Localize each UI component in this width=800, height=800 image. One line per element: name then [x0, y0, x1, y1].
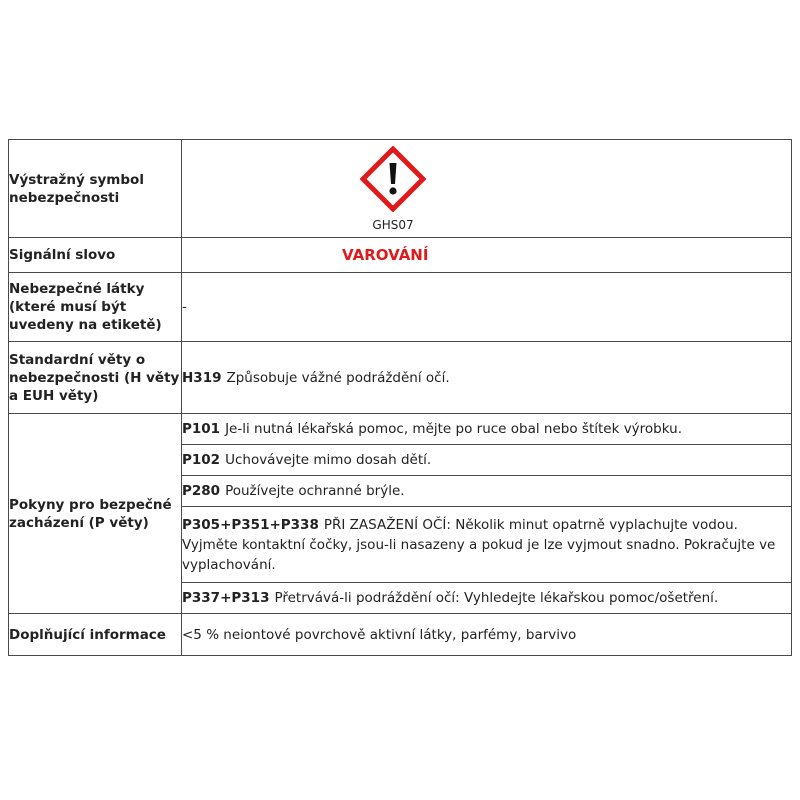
row-additional-info [9, 614, 792, 656]
precautionary-text: Uchovávejte mimo dosah dětí. [225, 452, 432, 468]
precautionary-text: PŘI ZASAŽENÍ OČÍ: Několik minut opatrně vyplachujte vodou. Vyjměte kontaktní čočky, jsou-li nasazeny a pokud je lze vyjmout snadno. Pokračujte ve vyplachování. [182, 516, 776, 573]
signal-word-cell [182, 238, 792, 273]
precautionary-statement [182, 507, 792, 583]
pictogram-caption: GHS07 [372, 217, 414, 232]
row-hazardous-substances [9, 273, 792, 342]
precautionary-statement [182, 414, 792, 445]
row-signal-word [9, 238, 792, 273]
precautionary-statement [182, 583, 792, 614]
additional-info-label: Doplňující informace [9, 614, 182, 656]
precautionary-statement [182, 476, 792, 507]
hazard-text: Způsobuje vážné podráždění očí. [226, 369, 450, 386]
substances-label: Nebezpečné látky (které musí být uvedeny na etiketě) [9, 273, 182, 342]
pictogram-cell [182, 140, 792, 238]
exclamation-mark-diamond-icon [360, 146, 426, 212]
row-pictogram [9, 140, 792, 238]
precautionary-statement [182, 445, 792, 476]
precautionary-code: P102 [182, 452, 221, 468]
substances-value: - [182, 273, 792, 342]
precautionary-text: Přetrvává-li podráždění očí: Vyhledejte lékařskou pomoc/ošetření. [274, 590, 719, 606]
row-precautionary [9, 414, 792, 445]
precautionary-label: Pokyny pro bezpečné zacházení (P věty) [9, 414, 182, 614]
precautionary-text: Je-li nutná lékařská pomoc, mějte po ruce obal nebo štítek výrobku. [225, 421, 683, 437]
additional-info-value: <5 % neiontové povrchově aktivní látky, parfémy, barvivo [182, 614, 792, 656]
hazard-statement [182, 342, 792, 414]
safety-info-table [8, 139, 792, 656]
pictogram-label: Výstražný symbol nebezpečnosti [9, 140, 182, 238]
signal-word: VAROVÁNÍ [342, 245, 429, 264]
hazard-code: H319 [182, 369, 222, 386]
hazard-label: Standardní věty o nebezpečnosti (H věty a EUH věty) [9, 342, 182, 414]
row-hazard-statements [9, 342, 792, 414]
precautionary-code: P337+P313 [182, 590, 270, 606]
precautionary-code: P305+P351+P338 [182, 516, 319, 533]
signal-word-label: Signální slovo [9, 238, 182, 273]
precautionary-code: P280 [182, 483, 221, 499]
precautionary-text: Používejte ochranné brýle. [225, 483, 405, 499]
precautionary-code: P101 [182, 421, 221, 437]
ghs-pictogram [360, 146, 426, 232]
